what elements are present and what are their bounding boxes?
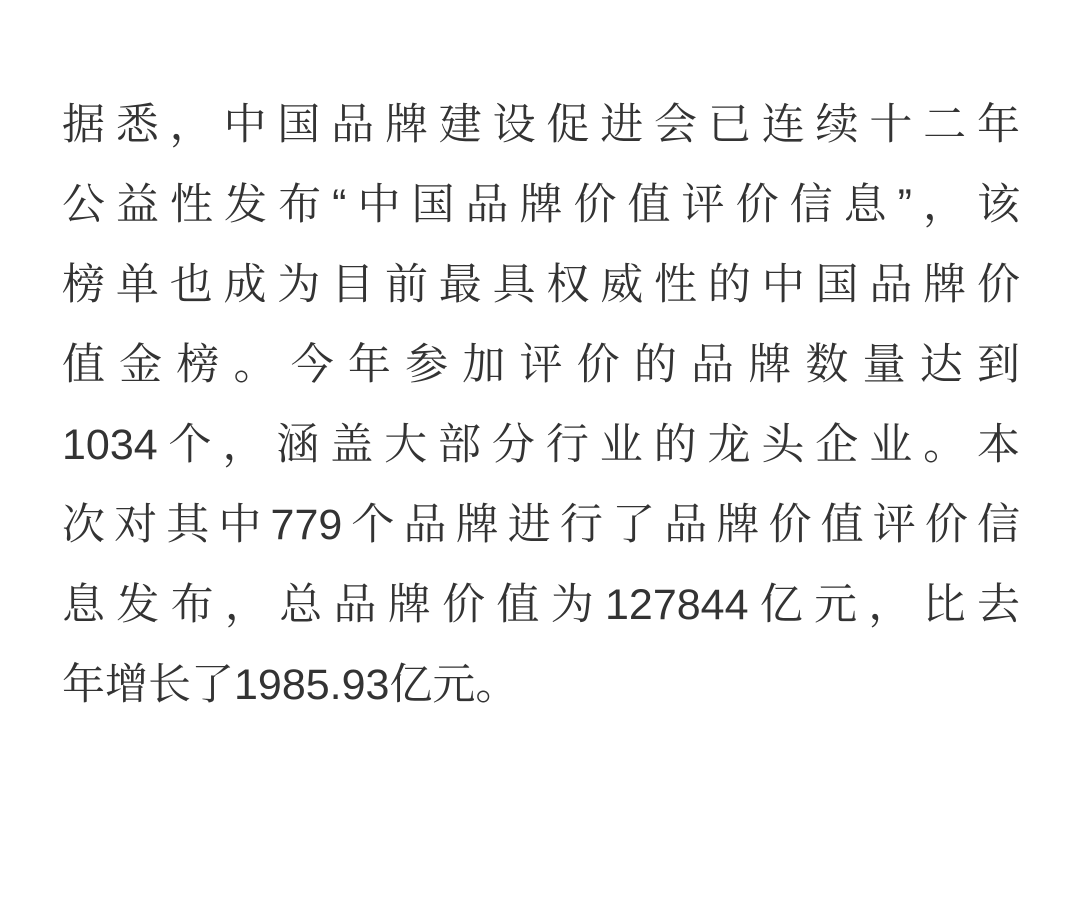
paragraph-line: 息发布，总品牌价值为127844亿元，比去 — [62, 581, 1020, 629]
paragraph-line: 次对其中779个品牌进行了品牌价值评价信 — [62, 501, 1020, 549]
paragraph-line: 1034个，涵盖大部分行业的龙头企业。本 — [62, 421, 1020, 469]
paragraph-line: 公益性发布“中国品牌价值评价信息”，该 — [62, 181, 1020, 229]
paragraph-line: 据悉，中国品牌建设促进会已连续十二年 — [62, 101, 1020, 149]
paragraph-line: 年增长了1985.93亿元。 — [62, 661, 519, 709]
paragraph-line: 榜单也成为目前最具权威性的中国品牌价 — [62, 261, 1020, 309]
article-paragraph — [62, 85, 1020, 725]
paragraph-line: 值金榜。今年参加评价的品牌数量达到 — [62, 341, 1020, 389]
